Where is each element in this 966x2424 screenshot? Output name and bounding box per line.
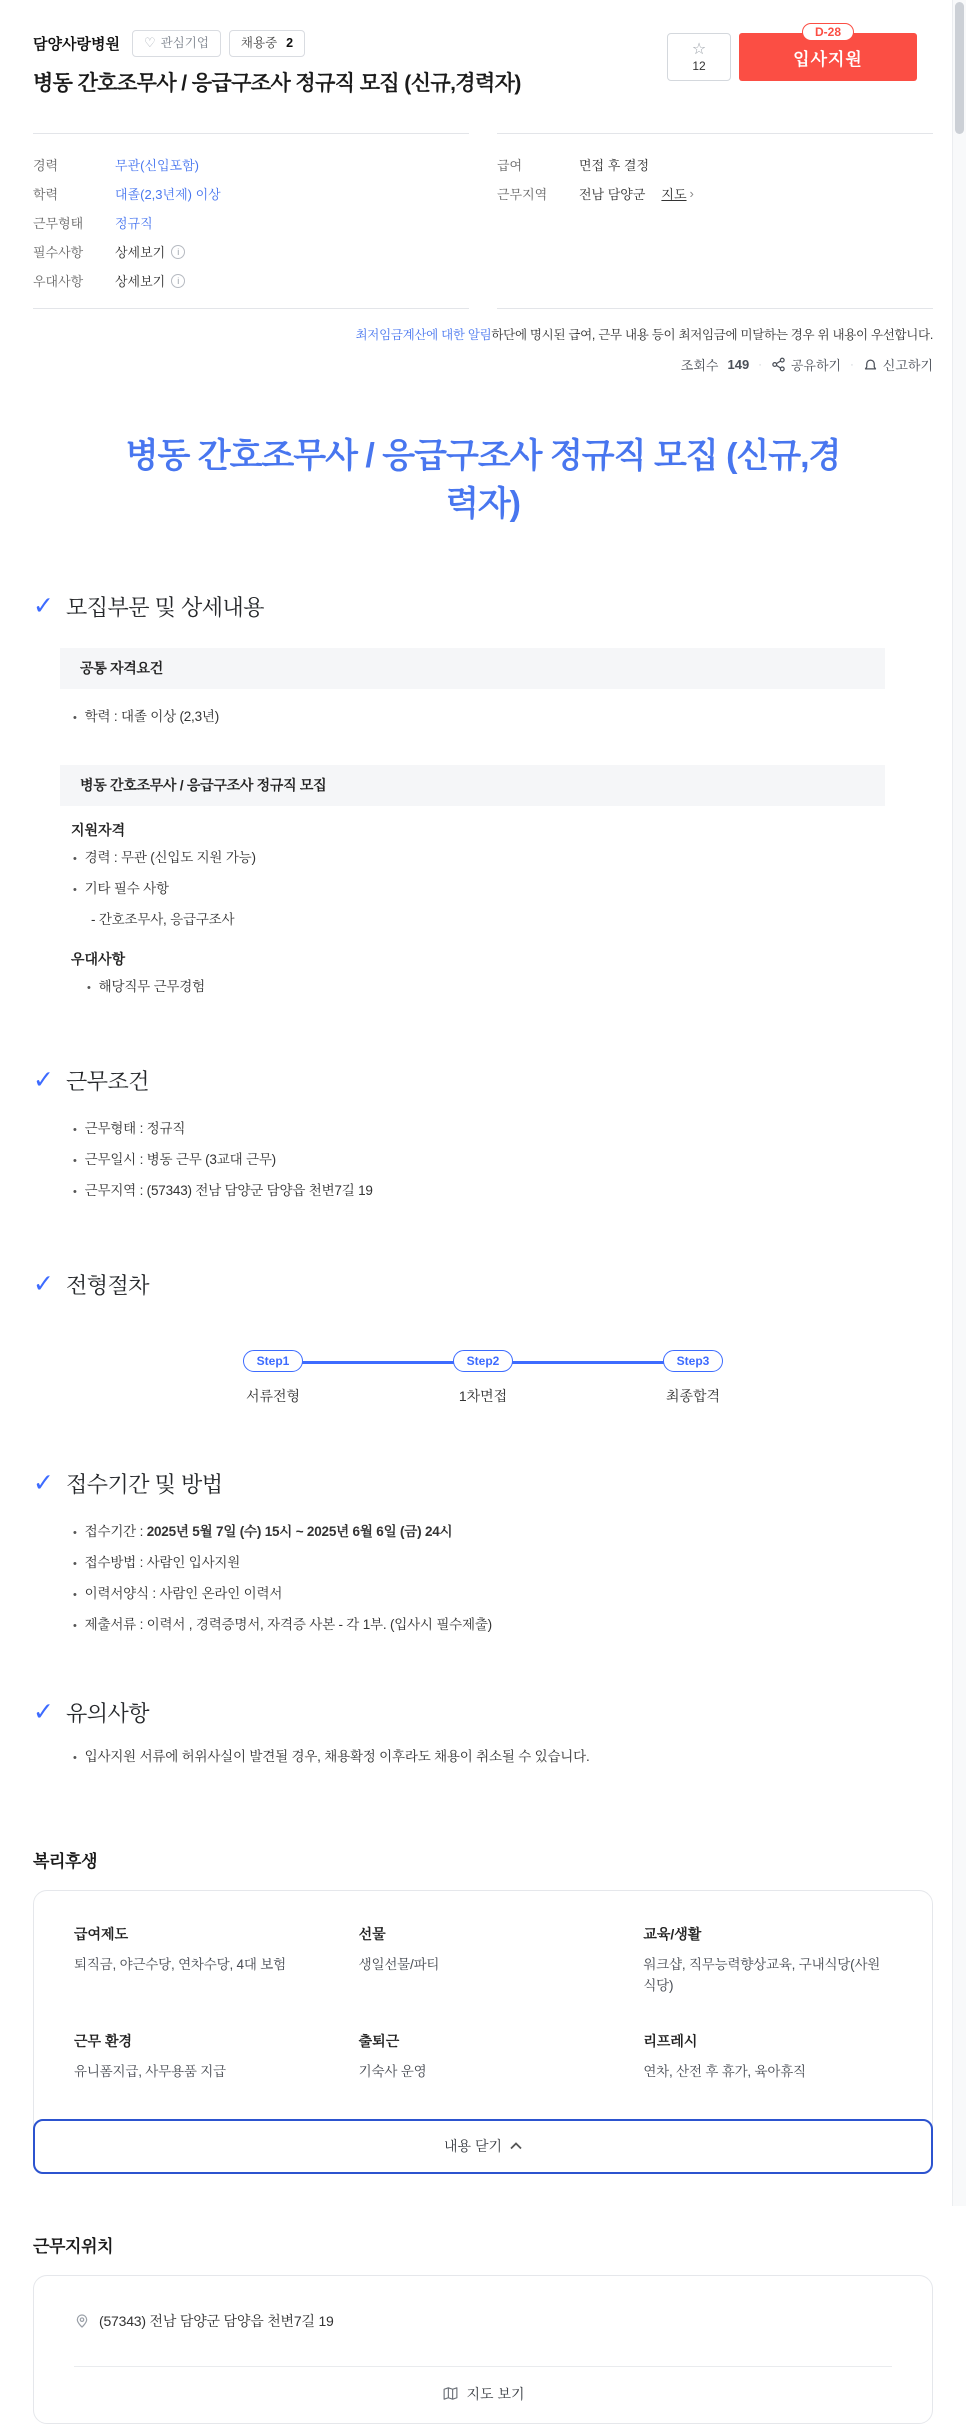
check-icon: ✓	[33, 1065, 54, 1094]
summary-label: 학력	[33, 187, 59, 203]
apply-button[interactable]: 입사지원	[739, 33, 917, 81]
benefit-desc: 생일선물/파티	[358, 1956, 440, 1972]
section-recruit	[33, 591, 933, 1003]
step-label: 1차면접	[458, 1387, 508, 1404]
location-card	[33, 2275, 933, 2424]
benefit-name: 리프레시	[643, 2032, 698, 2049]
job-header	[33, 0, 933, 97]
check-icon: ✓	[33, 591, 54, 620]
report-label: 신고하기	[882, 358, 933, 374]
process-steps	[223, 1350, 743, 1406]
summary-row-required	[33, 237, 469, 266]
check-icon: ✓	[33, 1269, 54, 1298]
company-name[interactable]: 담양사랑병원	[33, 35, 120, 53]
bullet-list	[87, 972, 933, 1003]
location-address-row	[34, 2276, 932, 2366]
benefit-desc: 퇴직금, 야근수당, 연차수당, 4대 보험	[74, 1956, 286, 1972]
benefit-item	[643, 1924, 892, 1997]
views-label: 조회수	[680, 358, 719, 374]
benefit-item	[359, 1924, 608, 1997]
hiring-badge-button[interactable]	[229, 30, 305, 56]
hiring-badge-count: 2	[286, 36, 294, 51]
section-title: 모집부문 및 상세내용	[65, 594, 264, 620]
benefit-name: 근무 환경	[74, 2032, 132, 2049]
benefit-desc: 유니폼지급, 사무용품 지급	[74, 2063, 226, 2079]
chevron-right-icon: ›	[689, 186, 694, 202]
list-item: • 제출서류 : 이력서 , 경력증명서, 자격증 사본 - 각 1부. (입사시 필수제출)	[73, 1610, 933, 1641]
info-icon[interactable]: i	[171, 245, 185, 259]
list-item: • 근무일시 : 병동 근무 (3교대 근무)	[73, 1145, 933, 1176]
list-item: • 입사지원 서류에 허위사실이 발견될 경우, 채용확정 이후라도 채용이 취소될 수 있습니다.	[73, 1742, 933, 1773]
benefit-item	[74, 1924, 323, 1997]
map-icon	[442, 2385, 459, 2402]
list-subitem: - 간호조무사, 응급구조사	[91, 911, 235, 927]
separator: ·	[850, 358, 854, 371]
bullet-list	[73, 1517, 933, 1641]
list-item: • 이력서양식 : 사람인 온라인 이력서	[73, 1579, 933, 1610]
favorite-company-button[interactable]	[132, 30, 221, 57]
step-badge: Step1	[243, 1350, 304, 1372]
location-address: (57343) 전남 담양군 담양읍 천변7길 19	[99, 2312, 334, 2329]
summary-label: 우대사항	[33, 274, 84, 290]
summary-row-education	[33, 179, 469, 208]
benefit-name: 선물	[358, 1925, 386, 1942]
step-1	[223, 1350, 323, 1406]
share-icon	[771, 357, 786, 372]
scrollbar-thumb[interactable]	[955, 2, 964, 134]
section-head	[33, 1269, 933, 1300]
summary-label: 근무지역	[497, 187, 548, 203]
bullet-list	[73, 1114, 933, 1207]
period-value: 2025년 5월 7일 (수) 15시 ~ 2025년 6월 6일 (금) 24시	[146, 1523, 453, 1539]
check-icon: ✓	[33, 1697, 54, 1726]
preferred-title: 우대사항	[71, 950, 126, 967]
section-head	[33, 1697, 933, 1728]
page-title: 병동 간호조무사 / 응급구조사 정규직 모집 (신규,경력자)	[33, 71, 521, 95]
hero-title: 병동 간호조무사 / 응급구조사 정규직 모집 (신규,경력자)	[125, 437, 841, 524]
benefit-name: 급여제도	[74, 1925, 129, 1942]
benefit-item	[74, 2031, 323, 2083]
section-apply	[33, 1468, 933, 1641]
benefits-card	[33, 1890, 933, 2174]
section-title: 전형절차	[65, 1272, 149, 1298]
list-item: • 학력 : 대졸 이상 (2,3년)	[73, 702, 933, 733]
step-label: 서류전형	[245, 1387, 301, 1404]
list-item: • 접수방법 : 사람인 입사지원	[73, 1548, 933, 1579]
summary-value: 면접 후 결정	[579, 158, 650, 174]
bullet-list	[73, 843, 933, 905]
detail-view-link[interactable]: 상세보기	[115, 245, 166, 261]
summary-right-column	[497, 133, 933, 309]
minimum-wage-notice	[33, 325, 933, 343]
qualification-title: 지원자격	[71, 821, 126, 838]
step-badge: Step3	[663, 1350, 724, 1372]
collapse-content-button[interactable]	[33, 2119, 933, 2174]
summary-row-salary	[497, 150, 933, 179]
summary-panel	[33, 133, 933, 309]
report-button[interactable]	[863, 355, 933, 374]
detail-view-link[interactable]: 상세보기	[115, 274, 166, 290]
section-head	[33, 1065, 933, 1096]
section-title: 접수기간 및 방법	[65, 1471, 223, 1497]
page-content	[33, 0, 933, 2424]
chevron-up-icon	[510, 2142, 522, 2150]
benefit-desc: 워크샵, 직무능력향상교육, 구내식당(사원식당)	[643, 1956, 881, 1994]
step-3	[643, 1350, 743, 1406]
benefits-grid	[74, 1924, 892, 2083]
location-title: 근무지위치	[33, 2236, 114, 2256]
summary-row-worktype	[33, 208, 469, 237]
summary-label: 급여	[497, 158, 523, 174]
scrap-button[interactable]	[667, 33, 731, 81]
map-link[interactable]: 지도	[661, 187, 687, 203]
view-map-button[interactable]	[34, 2367, 932, 2423]
minimum-wage-link[interactable]: 최저임금계산에 대한 알림	[355, 328, 492, 343]
section-title: 근무조건	[65, 1068, 149, 1094]
share-label: 공유하기	[790, 358, 842, 374]
benefit-name: 교육/생활	[643, 1925, 702, 1942]
section-head	[33, 591, 933, 622]
scrap-count: 12	[692, 58, 706, 73]
section-conditions	[33, 1065, 933, 1207]
step-badge: Step2	[453, 1350, 514, 1372]
hiring-badge-label: 채용중	[240, 36, 278, 51]
section-caution	[33, 1697, 933, 1773]
subsection-header-job: 병동 간호조무사 / 응급구조사 정규직 모집	[60, 765, 885, 806]
meta-row	[33, 355, 933, 374]
section-process	[33, 1269, 933, 1406]
benefit-desc: 연차, 산전 후 휴가, 육아휴직	[643, 2063, 806, 2079]
summary-value[interactable]: 정규직	[115, 216, 153, 232]
list-item: • 근무형태 : 정규직	[73, 1114, 933, 1145]
summary-row-preferred	[33, 266, 469, 295]
bell-icon	[863, 357, 878, 372]
bullet-list	[73, 702, 933, 733]
info-icon[interactable]: i	[171, 274, 185, 288]
benefit-desc: 기숙사 운영	[358, 2063, 427, 2079]
star-icon: ☆	[691, 40, 707, 58]
view-map-label: 지도 보기	[466, 2385, 525, 2402]
step-label: 최종합격	[665, 1387, 721, 1404]
collapse-label: 내용 닫기	[444, 2138, 502, 2154]
steps-row	[223, 1350, 743, 1406]
summary-left-column	[33, 133, 469, 309]
summary-label: 필수사항	[33, 245, 84, 261]
separator: ·	[758, 358, 762, 371]
scrollbar-track[interactable]	[952, 0, 966, 2206]
views-count: 149	[727, 357, 750, 373]
list-item: • 기타 필수 사항	[73, 874, 933, 905]
section-head	[33, 1468, 933, 1499]
favorite-company-label: 관심기업	[160, 36, 209, 51]
list-item-period	[73, 1517, 933, 1548]
apply-wrap	[739, 25, 917, 81]
benefit-item	[643, 2031, 892, 2083]
summary-row-region	[497, 179, 933, 208]
benefits-title: 복리후생	[33, 1851, 98, 1871]
top-actions	[667, 25, 917, 81]
step-2	[433, 1350, 533, 1406]
subsection-header-common: 공통 자격요건	[60, 648, 885, 689]
benefit-item	[359, 2031, 608, 2083]
list-item: • 해당직무 근무경험	[87, 972, 933, 1003]
period-label: 접수기간 :	[84, 1523, 147, 1539]
location-pin-icon	[74, 2313, 90, 2329]
summary-label: 경력	[33, 158, 59, 174]
check-icon: ✓	[33, 1468, 54, 1497]
list-item: • 근무지역 : (57343) 전남 담양군 담양읍 천변7길 19	[73, 1176, 933, 1207]
summary-row-career	[33, 150, 469, 179]
benefit-name: 출퇴근	[358, 2032, 400, 2049]
summary-value: 전남 담양군	[579, 187, 646, 203]
dday-badge: D-28	[802, 23, 854, 41]
summary-label: 근무형태	[33, 216, 84, 232]
bullet-list	[73, 1742, 933, 1773]
share-button[interactable]	[771, 355, 841, 374]
heart-icon: ♡	[143, 35, 156, 50]
summary-value[interactable]: 대졸(2,3년제) 이상	[115, 187, 221, 203]
section-title: 유의사항	[65, 1700, 149, 1726]
minimum-wage-text: 하단에 명시된 급여, 근무 내용 등이 최저임금에 미달하는 경우 위 내용이 우선합니다.	[491, 328, 933, 343]
summary-value[interactable]: 무관(신입포함)	[115, 158, 200, 174]
list-item: • 경력 : 무관 (신입도 지원 가능)	[73, 843, 933, 874]
